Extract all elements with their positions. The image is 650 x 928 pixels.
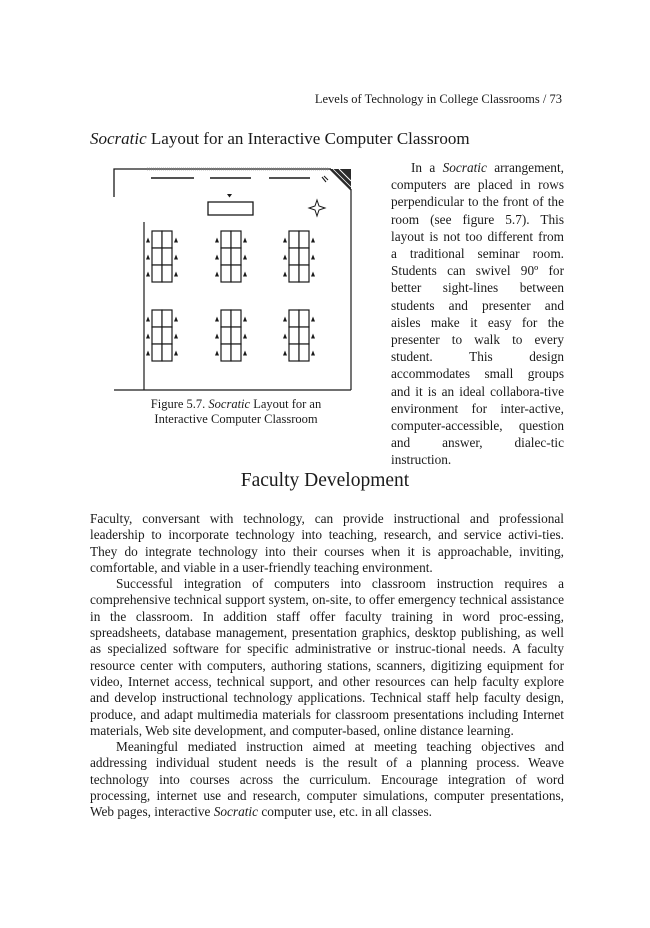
computer-desk xyxy=(231,344,241,361)
student-chair xyxy=(174,272,178,277)
student-chair xyxy=(311,317,315,322)
student-chair xyxy=(146,238,150,243)
desk-group xyxy=(283,231,315,282)
room-wall xyxy=(114,169,331,197)
student-chair xyxy=(311,238,315,243)
student-chair xyxy=(283,272,287,277)
student-chair xyxy=(215,255,219,260)
student-chair xyxy=(243,238,247,243)
desk-group xyxy=(283,310,315,361)
faculty-paragraph-2: Successful integration of computers into classroom instruction requires a comprehensive technical support system, on-site, to offer emergency technical assistance in the classroom. In addition staff offer faculty training in word proc-essing, spreadsheets, database management, presentation graphics, desktop publishing, as well as specialized software for specific administrative or instruc-tional needs. A faculty resource center with computers, authoring stations, scanners, digitizing equipment for video, Internet access, technical support, and other resources can help faculty explore and develop instructional technology applications. Technical staff help faculty design, produce, and adapt multimedia materials for classroom presentations including Internet materials, Web site development, and computer-based, online distance learning. xyxy=(90,576,564,738)
faculty-p3-em: Socratic xyxy=(213,804,259,820)
student-chair xyxy=(174,334,178,339)
computer-desk xyxy=(289,344,299,361)
computer-desk xyxy=(152,265,162,282)
computer-desk xyxy=(289,327,299,344)
computer-desk xyxy=(299,344,309,361)
caption-em: Socratic xyxy=(208,397,251,411)
computer-desk xyxy=(162,231,172,248)
computer-desk xyxy=(231,231,241,248)
running-header: Levels of Technology in College Classrooms / 73 xyxy=(314,92,562,106)
computer-desk xyxy=(289,310,299,327)
instructor-chair xyxy=(227,194,232,198)
section-title-rest: Layout for an Interactive Computer Classroom xyxy=(146,129,470,148)
computer-desk xyxy=(162,327,172,344)
student-chair xyxy=(283,255,287,260)
student-chair xyxy=(146,317,150,322)
side-text-part2: arrangement, computers are placed in rows perpendicular to the front of the room (see figure 5.7). This layout is not too different from a traditional seminar room. Students can swivel 90º for better sight-lines between students and presenter and aisles make it easy for the presenter to walk to every student. This design accommodates small groups and it is an ideal collabora-tive environment for inter-active, computer-accessible, question and answer, dialec-tic instruction. xyxy=(391,160,564,468)
student-chair xyxy=(174,317,178,322)
student-chair xyxy=(283,317,287,322)
computer-desk xyxy=(162,310,172,327)
student-chair xyxy=(243,317,247,322)
instructor-desk xyxy=(208,202,253,215)
student-chair xyxy=(243,255,247,260)
student-chair xyxy=(283,351,287,356)
computer-desk xyxy=(162,344,172,361)
student-chair xyxy=(146,351,150,356)
computer-desk xyxy=(299,265,309,282)
student-chair xyxy=(311,351,315,356)
computer-desk xyxy=(221,231,231,248)
caption-rest: Layout for an xyxy=(250,397,322,411)
desk-group xyxy=(215,231,247,282)
faculty-p3-part2: computer use, etc. in all classes. xyxy=(258,804,432,820)
student-chair xyxy=(311,255,315,260)
computer-desk xyxy=(152,344,162,361)
student-chair xyxy=(146,272,150,277)
student-chair xyxy=(146,334,150,339)
student-chair xyxy=(283,238,287,243)
computer-desk xyxy=(289,248,299,265)
faculty-paragraph-3 xyxy=(90,739,564,820)
student-chair xyxy=(215,351,219,356)
computer-desk xyxy=(162,265,172,282)
computer-desk xyxy=(289,231,299,248)
computer-desk xyxy=(221,265,231,282)
computer-desk xyxy=(231,248,241,265)
computer-desk xyxy=(162,248,172,265)
student-chair xyxy=(311,272,315,277)
computer-desk xyxy=(221,327,231,344)
section-title-em: Socratic xyxy=(90,129,147,148)
computer-desk xyxy=(152,327,162,344)
floorplan-svg xyxy=(113,163,359,393)
student-chair xyxy=(311,334,315,339)
side-text-em: Socratic xyxy=(442,160,487,175)
computer-desk xyxy=(299,310,309,327)
classroom-layout-diagram xyxy=(113,163,359,393)
side-text-part1: In a xyxy=(411,160,443,175)
faculty-heading: Faculty Development xyxy=(240,470,410,491)
computer-desk xyxy=(299,231,309,248)
desk-group xyxy=(215,310,247,361)
student-chair xyxy=(174,351,178,356)
computer-desk xyxy=(221,344,231,361)
student-chair xyxy=(283,334,287,339)
student-chair xyxy=(174,238,178,243)
computer-desk xyxy=(152,231,162,248)
caption-prefix: Figure 5.7. xyxy=(150,397,209,411)
student-chair xyxy=(215,272,219,277)
presenter-star-icon xyxy=(309,200,325,216)
faculty-body xyxy=(90,511,564,821)
caption-line2: Interactive Computer Classroom xyxy=(154,412,318,426)
student-chair xyxy=(146,255,150,260)
faculty-p3-part1: Meaningful mediated instruction aimed at meeting teaching objectives and addressing individual student needs is the result of a planning process. Weave technology into courses across the curriculum. Encourage integration of word processing, internet use and research, computer simulations, computer presentations, Web pages, interactive xyxy=(90,739,564,820)
student-chair xyxy=(243,272,247,277)
computer-desk xyxy=(299,327,309,344)
computer-desk xyxy=(152,248,162,265)
student-chair xyxy=(243,334,247,339)
door-corner xyxy=(322,169,351,191)
computer-desk xyxy=(152,310,162,327)
student-chair xyxy=(243,351,247,356)
computer-desk xyxy=(221,310,231,327)
student-chair xyxy=(215,238,219,243)
faculty-paragraph-1: Faculty, conversant with technology, can provide instructional and professional leadership to incorporate technology into teaching, research, and service activi-ties. They do integrate technology into their courses when it is approachable, inviting, comfortable, and viable in a user-friendly teaching environment. xyxy=(90,511,564,575)
section-title xyxy=(90,129,470,149)
computer-desk xyxy=(231,327,241,344)
figure-caption xyxy=(113,397,359,427)
computer-desk xyxy=(231,310,241,327)
desk-group xyxy=(146,310,178,361)
computer-desk xyxy=(299,248,309,265)
desk-group xyxy=(146,231,178,282)
student-chair xyxy=(215,317,219,322)
side-paragraph xyxy=(391,159,564,469)
computer-desk xyxy=(289,265,299,282)
desk-groups xyxy=(146,231,315,361)
student-chair xyxy=(215,334,219,339)
student-chair xyxy=(174,255,178,260)
computer-desk xyxy=(231,265,241,282)
computer-desk xyxy=(221,248,231,265)
